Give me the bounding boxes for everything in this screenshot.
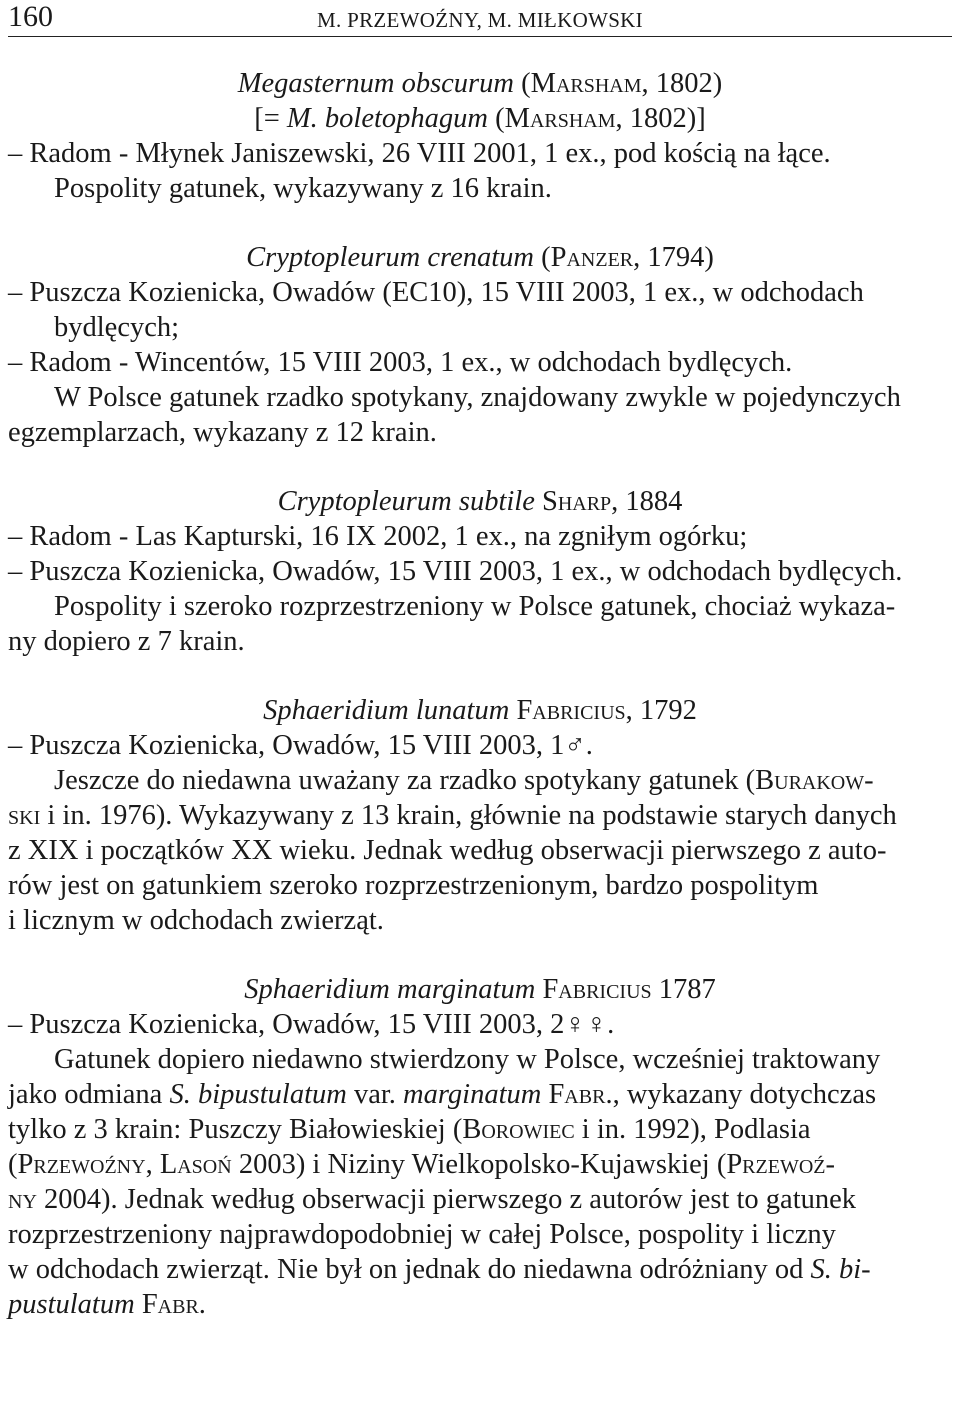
italic-text: Sphaeridium lunatum	[263, 695, 510, 726]
text-run: , 1794)	[633, 242, 714, 273]
record-line	[8, 519, 952, 554]
record-line	[8, 310, 952, 345]
note-line	[8, 1252, 952, 1287]
text-run: – Radom - Młynek Janiszewski, 26 VIII 2001, 1 ex., pod kością na łące.	[8, 138, 831, 169]
author-name: ny	[8, 1184, 37, 1215]
text-run: Gatunek dopiero niedawno stwierdzony w Polsce, wcześniej traktowany	[54, 1044, 881, 1075]
text-run: (	[487, 103, 505, 134]
note-line	[8, 1287, 952, 1322]
note-line	[8, 1077, 952, 1112]
text-run: , 1802)	[641, 68, 723, 99]
text-run: w odchodach zwierząt. Nie był on jednak do niedawna odróżniany od	[8, 1254, 811, 1285]
text-run	[135, 1289, 142, 1320]
text-run: i in. 1976). Wykazywany z 13 krain, głównie na podstawie starych danych	[40, 800, 897, 831]
text-run: (	[8, 1149, 18, 1180]
italic-text: marginatum	[403, 1079, 542, 1110]
text-run: rów jest on gatunkiem szeroko rozprzestrzenionym, bardzo pospolitym	[8, 870, 819, 901]
note-line	[8, 1217, 952, 1252]
text-run: z XIX i początków XX wieku. Jednak według obserwacji pierwszego z auto-	[8, 835, 887, 866]
section-gap	[8, 938, 952, 972]
author-name: ski	[8, 800, 41, 831]
italic-text: S. bi-	[810, 1254, 871, 1285]
note-line	[8, 589, 952, 624]
text-run: – Puszcza Kozienicka, Owadów, 15 VIII 2003, 1♂.	[8, 730, 593, 761]
record-line	[8, 1007, 952, 1042]
species-heading	[8, 484, 952, 519]
text-run: 2004). Jednak według obserwacji pierwszego z autorów jest to gatunek	[36, 1184, 857, 1215]
text-run: (	[533, 242, 551, 273]
text-run: bydlęcych;	[54, 312, 180, 343]
text-run: – Radom - Wincentów, 15 VIII 2003, 1 ex., w odchodach bydlęcych.	[8, 347, 793, 378]
text-run: – Puszcza Kozienicka, Owadów (EC10), 15 VIII 2003, 1 ex., w odchodach	[8, 277, 864, 308]
record-line	[8, 345, 952, 380]
italic-text: Cryptopleurum subtile	[277, 486, 535, 517]
author-name: Marsham	[504, 103, 616, 134]
author-name: Przewoźny	[17, 1149, 146, 1180]
text-run: i in. 1992), Podlasia	[574, 1114, 811, 1145]
note-line	[8, 1182, 952, 1217]
text-run: [=	[254, 103, 287, 134]
text-run: var.	[346, 1079, 404, 1110]
note-line	[8, 1042, 952, 1077]
note-line	[8, 798, 952, 833]
text-run: , 1884	[611, 486, 683, 517]
page-header	[8, 0, 952, 37]
section-gap	[8, 659, 952, 693]
text-run: , 1792	[625, 695, 697, 726]
author-name: Burakow-	[755, 765, 874, 796]
article-body	[8, 66, 952, 1322]
text-run: rozprzestrzeniony najprawdopodobniej w całej Polsce, pospolity i liczny	[8, 1219, 836, 1250]
text-run: Pospolity i szeroko rozprzestrzeniony w Polsce gatunek, chociaż wykaza-	[54, 591, 896, 622]
note-line	[8, 1112, 952, 1147]
author-name: Marsham	[530, 68, 642, 99]
italic-text: M. boletophagum	[286, 103, 488, 134]
record-line	[8, 554, 952, 589]
text-run: .	[198, 1289, 206, 1320]
species-heading	[8, 66, 952, 101]
text-run: 2003) i Niziny Wielkopolsko-Kujawskiej (	[231, 1149, 727, 1180]
text-run	[535, 486, 542, 517]
section-gap	[8, 450, 952, 484]
note-line	[8, 868, 952, 903]
author-name: Lasoń	[159, 1149, 232, 1180]
italic-text: Sphaeridium marginatum	[244, 974, 536, 1005]
record-line	[8, 136, 952, 171]
species-heading	[8, 972, 952, 1007]
author-name: Przewoź-	[726, 1149, 835, 1180]
note-line	[8, 624, 952, 659]
text-run: i licznym w odchodach zwierząt.	[8, 905, 384, 936]
text-run: 1787	[651, 974, 716, 1005]
text-run: – Puszcza Kozienicka, Owadów, 15 VIII 2003, 2♀♀.	[8, 1009, 615, 1040]
species-heading	[8, 101, 952, 136]
italic-text: S. bipustulatum	[169, 1079, 347, 1110]
italic-text: Megasternum obscurum	[237, 68, 514, 99]
note-line	[8, 1147, 952, 1182]
text-run: (	[513, 68, 531, 99]
text-run: tylko z 3 krain: Puszczy Białowieskiej (	[8, 1114, 463, 1145]
author-name: Sharp	[541, 486, 612, 517]
author-name: Panzer	[550, 242, 634, 273]
record-line	[8, 275, 952, 310]
text-run: W Polsce gatunek rzadko spotykany, znajdowany zwykle w pojedynczych	[54, 382, 901, 413]
text-run: egzemplarzach, wykazany z 12 krain.	[8, 417, 437, 448]
text-run: Jeszcze do niedawna uważany za rzadko spotykany gatunek (	[54, 765, 756, 796]
note-line	[8, 380, 952, 415]
text-run: , 1802)]	[615, 103, 706, 134]
italic-text: Cryptopleurum crenatum	[246, 242, 534, 273]
text-run: Pospolity gatunek, wykazywany z 16 krain.	[54, 173, 552, 204]
italic-text: pustulatum	[8, 1289, 135, 1320]
text-run: – Puszcza Kozienicka, Owadów, 15 VIII 2003, 1 ex., w odchodach bydlęcych.	[8, 556, 903, 587]
section-gap	[8, 206, 952, 240]
record-line	[8, 728, 952, 763]
author-name: Fabr	[141, 1289, 199, 1320]
text-run: ny dopiero z 7 krain.	[8, 626, 245, 657]
species-heading	[8, 240, 952, 275]
text-run: ., wykazany dotychczas	[605, 1079, 877, 1110]
author-name: Fabricius	[516, 695, 626, 726]
note-line	[8, 763, 952, 798]
note-line	[8, 833, 952, 868]
author-name: Borowiec	[462, 1114, 575, 1145]
running-title: M. PRZEWOŹNY, M. MIŁKOWSKI	[317, 8, 643, 32]
text-run: jako odmiana	[8, 1079, 170, 1110]
text-run: ,	[145, 1149, 160, 1180]
author-name: Fabr	[548, 1079, 606, 1110]
text-run: – Radom - Las Kapturski, 16 IX 2002, 1 ex., na zgniłym ogórku;	[8, 521, 748, 552]
note-line	[8, 415, 952, 450]
note-line	[8, 171, 952, 206]
author-name: Fabricius	[542, 974, 652, 1005]
page-number: 160	[8, 0, 53, 33]
note-line	[8, 903, 952, 938]
species-heading	[8, 693, 952, 728]
